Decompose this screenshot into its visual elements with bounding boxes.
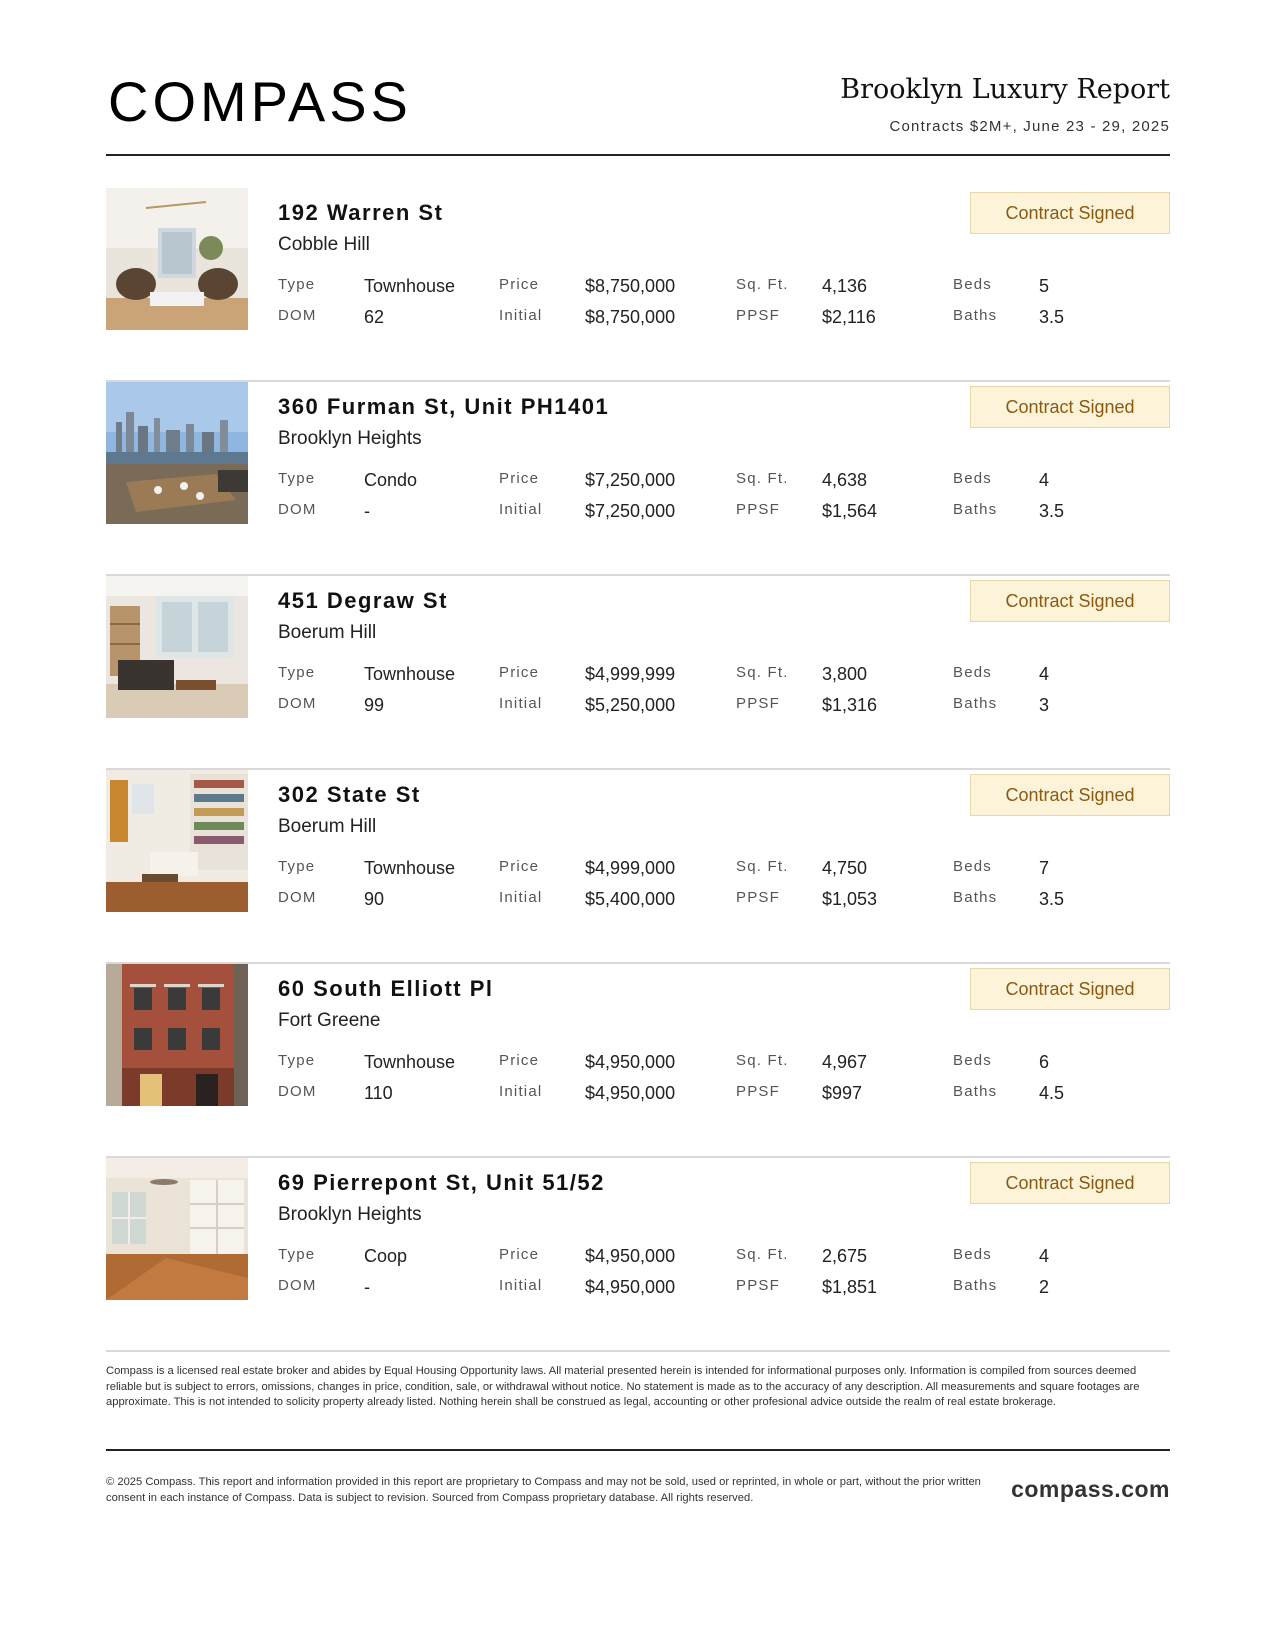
status-badge: Contract Signed <box>970 386 1170 428</box>
ppsf-value: $1,851 <box>822 1277 878 1297</box>
status-badge: Contract Signed <box>970 580 1170 622</box>
listing-neighborhood: Cobble Hill <box>278 234 370 255</box>
listing-address[interactable]: 69 Pierrepont St, Unit 51/52 <box>278 1170 605 1195</box>
status-badge: Contract Signed <box>970 1162 1170 1204</box>
type-label: Type <box>278 858 316 875</box>
report-header <box>106 70 1170 156</box>
baths-value: 4.5 <box>1039 1083 1065 1103</box>
baths-value: 3.5 <box>1039 501 1065 521</box>
initial-value: $5,400,000 <box>585 889 676 909</box>
dom-label: DOM <box>278 1277 317 1294</box>
listing-card <box>106 382 1170 576</box>
sqft-label: Sq. Ft. <box>736 1052 789 1069</box>
sqft-value: 3,800 <box>822 664 868 684</box>
dom-value: 90 <box>364 889 385 909</box>
initial-label: Initial <box>499 695 543 712</box>
dom-label: DOM <box>278 889 317 906</box>
price-value: $4,999,000 <box>585 858 676 878</box>
type-label: Type <box>278 664 316 681</box>
ppsf-label: PPSF <box>736 501 780 518</box>
listing-card <box>106 964 1170 1158</box>
price-value: $4,999,999 <box>585 664 676 684</box>
sqft-value: 4,136 <box>822 276 868 296</box>
ppsf-label: PPSF <box>736 1083 780 1100</box>
listing-neighborhood: Boerum Hill <box>278 816 377 837</box>
brick-townhouse-photo-icon <box>106 964 248 1106</box>
beds-label: Beds <box>953 1052 992 1069</box>
type-value: Condo <box>364 470 418 490</box>
status-badge: Contract Signed <box>970 968 1170 1010</box>
listing-address[interactable]: 451 Degraw St <box>278 588 448 613</box>
ppsf-value: $2,116 <box>822 307 876 327</box>
dom-value: 99 <box>364 695 385 715</box>
dom-value: 110 <box>364 1083 393 1103</box>
listing-card <box>106 1158 1170 1352</box>
price-label: Price <box>499 276 540 293</box>
initial-value: $4,950,000 <box>585 1277 676 1297</box>
dom-value: - <box>364 501 370 521</box>
sqft-label: Sq. Ft. <box>736 470 789 487</box>
price-label: Price <box>499 858 540 875</box>
report-page <box>106 0 1170 1650</box>
listing-photo[interactable] <box>106 964 248 1106</box>
baths-label: Baths <box>953 889 998 906</box>
copyright-notice: © 2025 Compass. This report and information provided in this report are proprietary to Compass and may not be sold, used or reprinted, in whole or part, without the prior written consent in each instance of Compass. Data is subject to revision. Sourced from Compass proprietary database. All rights reserved. <box>106 1476 981 1504</box>
initial-label: Initial <box>499 1083 543 1100</box>
initial-label: Initial <box>499 307 543 324</box>
listing-photo[interactable] <box>106 1158 248 1300</box>
price-value: $4,950,000 <box>585 1246 676 1266</box>
compass-logo[interactable]: COMPASS <box>108 70 412 133</box>
dom-label: DOM <box>278 1083 317 1100</box>
report-title: Brooklyn Luxury Report <box>840 74 1170 105</box>
type-value: Townhouse <box>364 664 456 684</box>
legal-disclaimer: Compass is a licensed real estate broker and abides by Equal Housing Opportunity laws. All material presented herein is intended for informational purposes only. Information is compiled from sources deemed reliable but is subject to errors, omissions, changes in price, condition, sale, or withdrawal without notice. No statement is made as to the accuracy of any description. All measurements and square footages are approximate. This is not intended to solicity property already listed. Nothing herein shall be construed as legal, accounting or other profesional advice outside the realm of real estate brokerage. <box>106 1365 1140 1408</box>
sqft-label: Sq. Ft. <box>736 858 789 875</box>
price-value: $4,950,000 <box>585 1052 676 1072</box>
price-label: Price <box>499 470 540 487</box>
listing-photo[interactable] <box>106 770 248 912</box>
beds-value: 4 <box>1039 1246 1050 1266</box>
price-label: Price <box>499 1246 540 1263</box>
listing-address[interactable]: 60 South Elliott Pl <box>278 976 494 1001</box>
footer-divider <box>106 1449 1170 1451</box>
beds-value: 4 <box>1039 470 1050 490</box>
baths-value: 3.5 <box>1039 889 1065 909</box>
dom-value: 62 <box>364 307 385 327</box>
library-room-photo-icon <box>106 770 248 912</box>
sqft-label: Sq. Ft. <box>736 276 789 293</box>
beds-value: 6 <box>1039 1052 1050 1072</box>
beds-label: Beds <box>953 276 992 293</box>
sqft-value: 2,675 <box>822 1246 868 1266</box>
listing-divider <box>106 1350 1170 1352</box>
listing-address[interactable]: 302 State St <box>278 782 421 807</box>
price-value: $8,750,000 <box>585 276 676 296</box>
living-room-photo-icon <box>106 188 248 330</box>
listing-neighborhood: Brooklyn Heights <box>278 428 422 449</box>
website-link[interactable]: compass.com <box>1011 1476 1170 1502</box>
ppsf-label: PPSF <box>736 695 780 712</box>
listing-neighborhood: Brooklyn Heights <box>278 1204 422 1225</box>
type-value: Townhouse <box>364 1052 456 1072</box>
initial-value: $7,250,000 <box>585 501 676 521</box>
beds-label: Beds <box>953 664 992 681</box>
dom-label: DOM <box>278 307 317 324</box>
status-badge: Contract Signed <box>970 774 1170 816</box>
dom-value: - <box>364 1277 370 1297</box>
sofa-room-photo-icon <box>106 576 248 718</box>
type-label: Type <box>278 470 316 487</box>
listing-address[interactable]: 360 Furman St, Unit PH1401 <box>278 394 610 419</box>
sqft-value: 4,750 <box>822 858 868 878</box>
baths-label: Baths <box>953 501 998 518</box>
listing-photo[interactable] <box>106 382 248 524</box>
report-subtitle: Contracts $2M+, June 23 - 29, 2025 <box>889 118 1170 135</box>
ppsf-label: PPSF <box>736 1277 780 1294</box>
dom-label: DOM <box>278 501 317 518</box>
type-label: Type <box>278 1246 316 1263</box>
empty-room-photo-icon <box>106 1158 248 1300</box>
dom-label: DOM <box>278 695 317 712</box>
baths-value: 3 <box>1039 695 1050 715</box>
ppsf-value: $1,053 <box>822 889 878 909</box>
ppsf-value: $1,316 <box>822 695 878 715</box>
beds-value: 5 <box>1039 276 1050 296</box>
listing-address[interactable]: 192 Warren St <box>278 200 444 225</box>
initial-label: Initial <box>499 1277 543 1294</box>
baths-value: 3.5 <box>1039 307 1065 327</box>
baths-value: 2 <box>1039 1277 1050 1297</box>
listing-card <box>106 188 1170 382</box>
baths-label: Baths <box>953 1083 998 1100</box>
listing-neighborhood: Fort Greene <box>278 1010 381 1031</box>
type-value: Townhouse <box>364 858 456 878</box>
type-label: Type <box>278 276 316 293</box>
beds-value: 7 <box>1039 858 1050 878</box>
listing-neighborhood: Boerum Hill <box>278 622 377 643</box>
listing-card <box>106 576 1170 770</box>
initial-label: Initial <box>499 501 543 518</box>
header-divider <box>106 154 1170 156</box>
initial-label: Initial <box>499 889 543 906</box>
type-label: Type <box>278 1052 316 1069</box>
beds-value: 4 <box>1039 664 1050 684</box>
ppsf-value: $997 <box>822 1083 863 1103</box>
initial-value: $8,750,000 <box>585 307 676 327</box>
type-value: Coop <box>364 1246 408 1266</box>
price-label: Price <box>499 1052 540 1069</box>
baths-label: Baths <box>953 695 998 712</box>
sqft-value: 4,967 <box>822 1052 868 1072</box>
ppsf-label: PPSF <box>736 889 780 906</box>
initial-value: $4,950,000 <box>585 1083 676 1103</box>
beds-label: Beds <box>953 470 992 487</box>
ppsf-label: PPSF <box>736 307 780 324</box>
status-badge: Contract Signed <box>970 192 1170 234</box>
beds-label: Beds <box>953 1246 992 1263</box>
initial-value: $5,250,000 <box>585 695 676 715</box>
listing-photo[interactable] <box>106 188 248 330</box>
price-value: $7,250,000 <box>585 470 676 490</box>
terrace-skyline-photo-icon <box>106 382 248 524</box>
ppsf-value: $1,564 <box>822 501 878 521</box>
price-label: Price <box>499 664 540 681</box>
baths-label: Baths <box>953 1277 998 1294</box>
baths-label: Baths <box>953 307 998 324</box>
sqft-value: 4,638 <box>822 470 868 490</box>
sqft-label: Sq. Ft. <box>736 1246 789 1263</box>
sqft-label: Sq. Ft. <box>736 664 789 681</box>
listing-photo[interactable] <box>106 576 248 718</box>
type-value: Townhouse <box>364 276 456 296</box>
listing-card <box>106 770 1170 964</box>
beds-label: Beds <box>953 858 992 875</box>
